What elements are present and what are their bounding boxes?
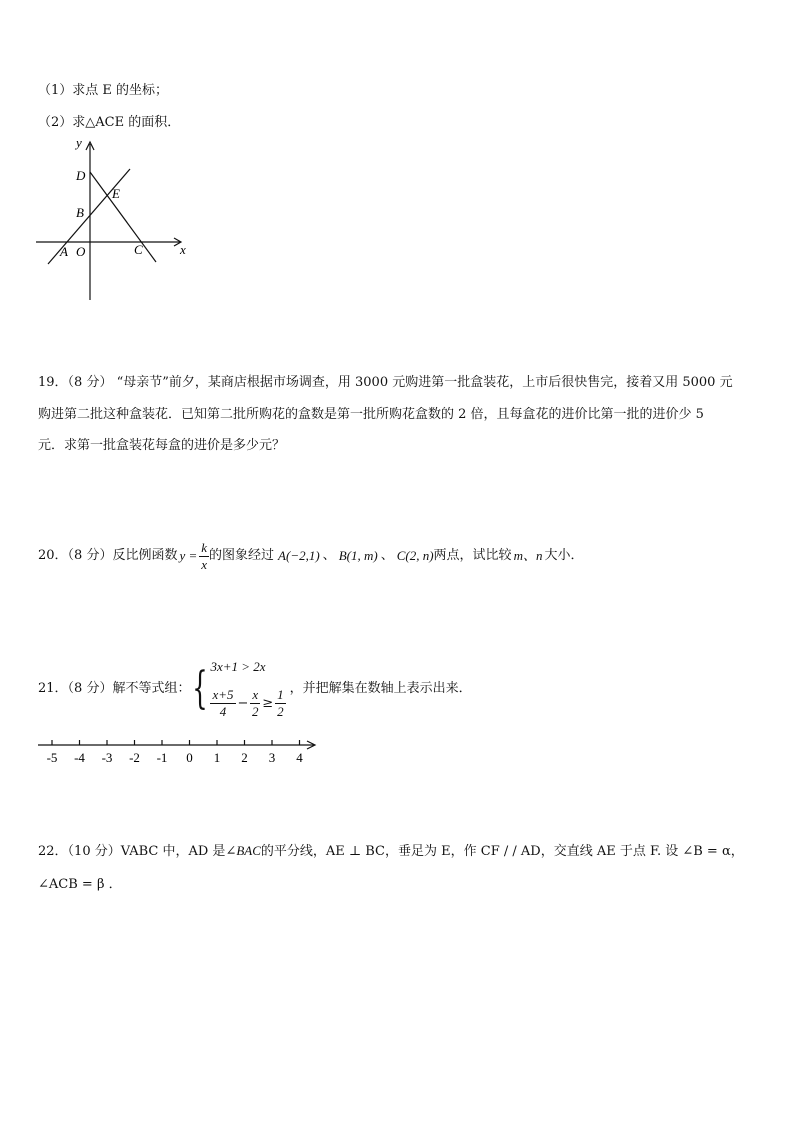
q19-line3: 元．求第一批盒装花每盒的进价是多少元？ bbox=[38, 438, 286, 453]
label-D: D bbox=[76, 168, 86, 183]
label-O: O bbox=[76, 244, 86, 259]
q22-angle-bac: ∠BAC bbox=[225, 843, 261, 858]
number-line-label: 1 bbox=[213, 750, 221, 765]
q21-frac2-den: 2 bbox=[252, 704, 259, 719]
number-line-label: -1 bbox=[156, 750, 168, 765]
q21-line bbox=[38, 656, 472, 722]
label-y: y bbox=[76, 135, 82, 150]
q21-frac1-den: 4 bbox=[219, 704, 227, 719]
q21-suffix: ，并把解集在数轴上表示出来． bbox=[289, 681, 472, 696]
number-line-label: 0 bbox=[186, 750, 193, 765]
q20-y-eq: y = bbox=[179, 548, 198, 563]
q19-line1: 19．（8 分） “母亲节”前夕，某商店根据市场调查，用 3000 元购进第一批盒装花，上市后很快售完，接着又用 5000 元 bbox=[38, 375, 733, 390]
q20-suffix2: 大小． bbox=[544, 548, 584, 563]
q19-line2: 购进第二批这种盒装花．已知第二批所购花的盒数是第一批所购花盒数的 2 倍，且每盒花的进价比第一批的进价少 5 bbox=[38, 407, 704, 422]
q20-point-c: C(2, n) bbox=[396, 548, 434, 563]
q20-line bbox=[38, 536, 583, 576]
q22-line2: ∠ACB = β ． bbox=[38, 877, 122, 892]
q20-prefix: 20．（8 分）反比例函数 bbox=[38, 548, 178, 563]
q20-fraction bbox=[199, 540, 209, 573]
q21-brace: { bbox=[192, 663, 209, 714]
q21-frac1-num: x+5 bbox=[212, 687, 234, 702]
q22-line1-b: 的平分线，AE ⊥ BC，垂足为 E，作 CF / / AD，交直线 AE 于点 F. 设 ∠B = α， bbox=[260, 844, 744, 859]
q20-sep2: 、 bbox=[380, 548, 394, 563]
label-A: A bbox=[60, 244, 68, 259]
number-line-ticks bbox=[47, 740, 304, 765]
q21-frac3-num: 1 bbox=[277, 687, 284, 702]
number-line-label: -5 bbox=[46, 750, 58, 765]
number-line-label: 3 bbox=[268, 750, 276, 765]
q20-suffix1: 两点，试比较 bbox=[433, 548, 512, 563]
q22-line1 bbox=[38, 842, 744, 861]
q20-point-a: A(−2,1) bbox=[278, 548, 320, 563]
q21-minus: − bbox=[237, 695, 249, 711]
q21-prefix: 21．（8 分）解不等式组： bbox=[38, 681, 191, 696]
label-B: B bbox=[76, 205, 84, 220]
q20-vars: m、n bbox=[513, 548, 543, 563]
q18-figure bbox=[30, 132, 200, 304]
number-line-label: -4 bbox=[74, 750, 85, 765]
q21-system bbox=[210, 658, 285, 720]
q21-ge: ≥ bbox=[262, 695, 274, 711]
number-line-label: 4 bbox=[296, 750, 303, 765]
line-DEC bbox=[90, 172, 156, 262]
q20-point-b: B(1, m) bbox=[338, 548, 378, 563]
number-line-label: 2 bbox=[241, 750, 248, 765]
q21-frac3 bbox=[275, 687, 286, 720]
q21-number-line bbox=[36, 736, 326, 770]
q18-part2: （2）求△ACE 的面积． bbox=[38, 115, 181, 130]
label-x: x bbox=[180, 242, 186, 257]
q20-frac-num: k bbox=[201, 539, 208, 555]
q21-frac1 bbox=[210, 687, 235, 720]
q21-frac3-den: 2 bbox=[277, 704, 284, 719]
q22-line1-a: 22．（10 分）VABC 中，AD 是 bbox=[38, 844, 226, 859]
number-line-label: -3 bbox=[101, 750, 113, 765]
label-E: E bbox=[112, 186, 120, 201]
q21-frac2 bbox=[250, 687, 260, 720]
q20-mid: 的图象经过 bbox=[209, 548, 275, 563]
q18-part1: （1）求点 E 的坐标； bbox=[38, 83, 169, 98]
label-C: C bbox=[134, 242, 143, 257]
q21-ineq2 bbox=[210, 687, 285, 720]
q20-sep1: 、 bbox=[322, 548, 336, 563]
q21-frac2-num: x bbox=[252, 687, 259, 702]
q20-frac-den: x bbox=[201, 556, 208, 572]
q21-ineq1: 3x+1 > 2x bbox=[210, 659, 266, 674]
number-line-label: -2 bbox=[129, 750, 140, 765]
